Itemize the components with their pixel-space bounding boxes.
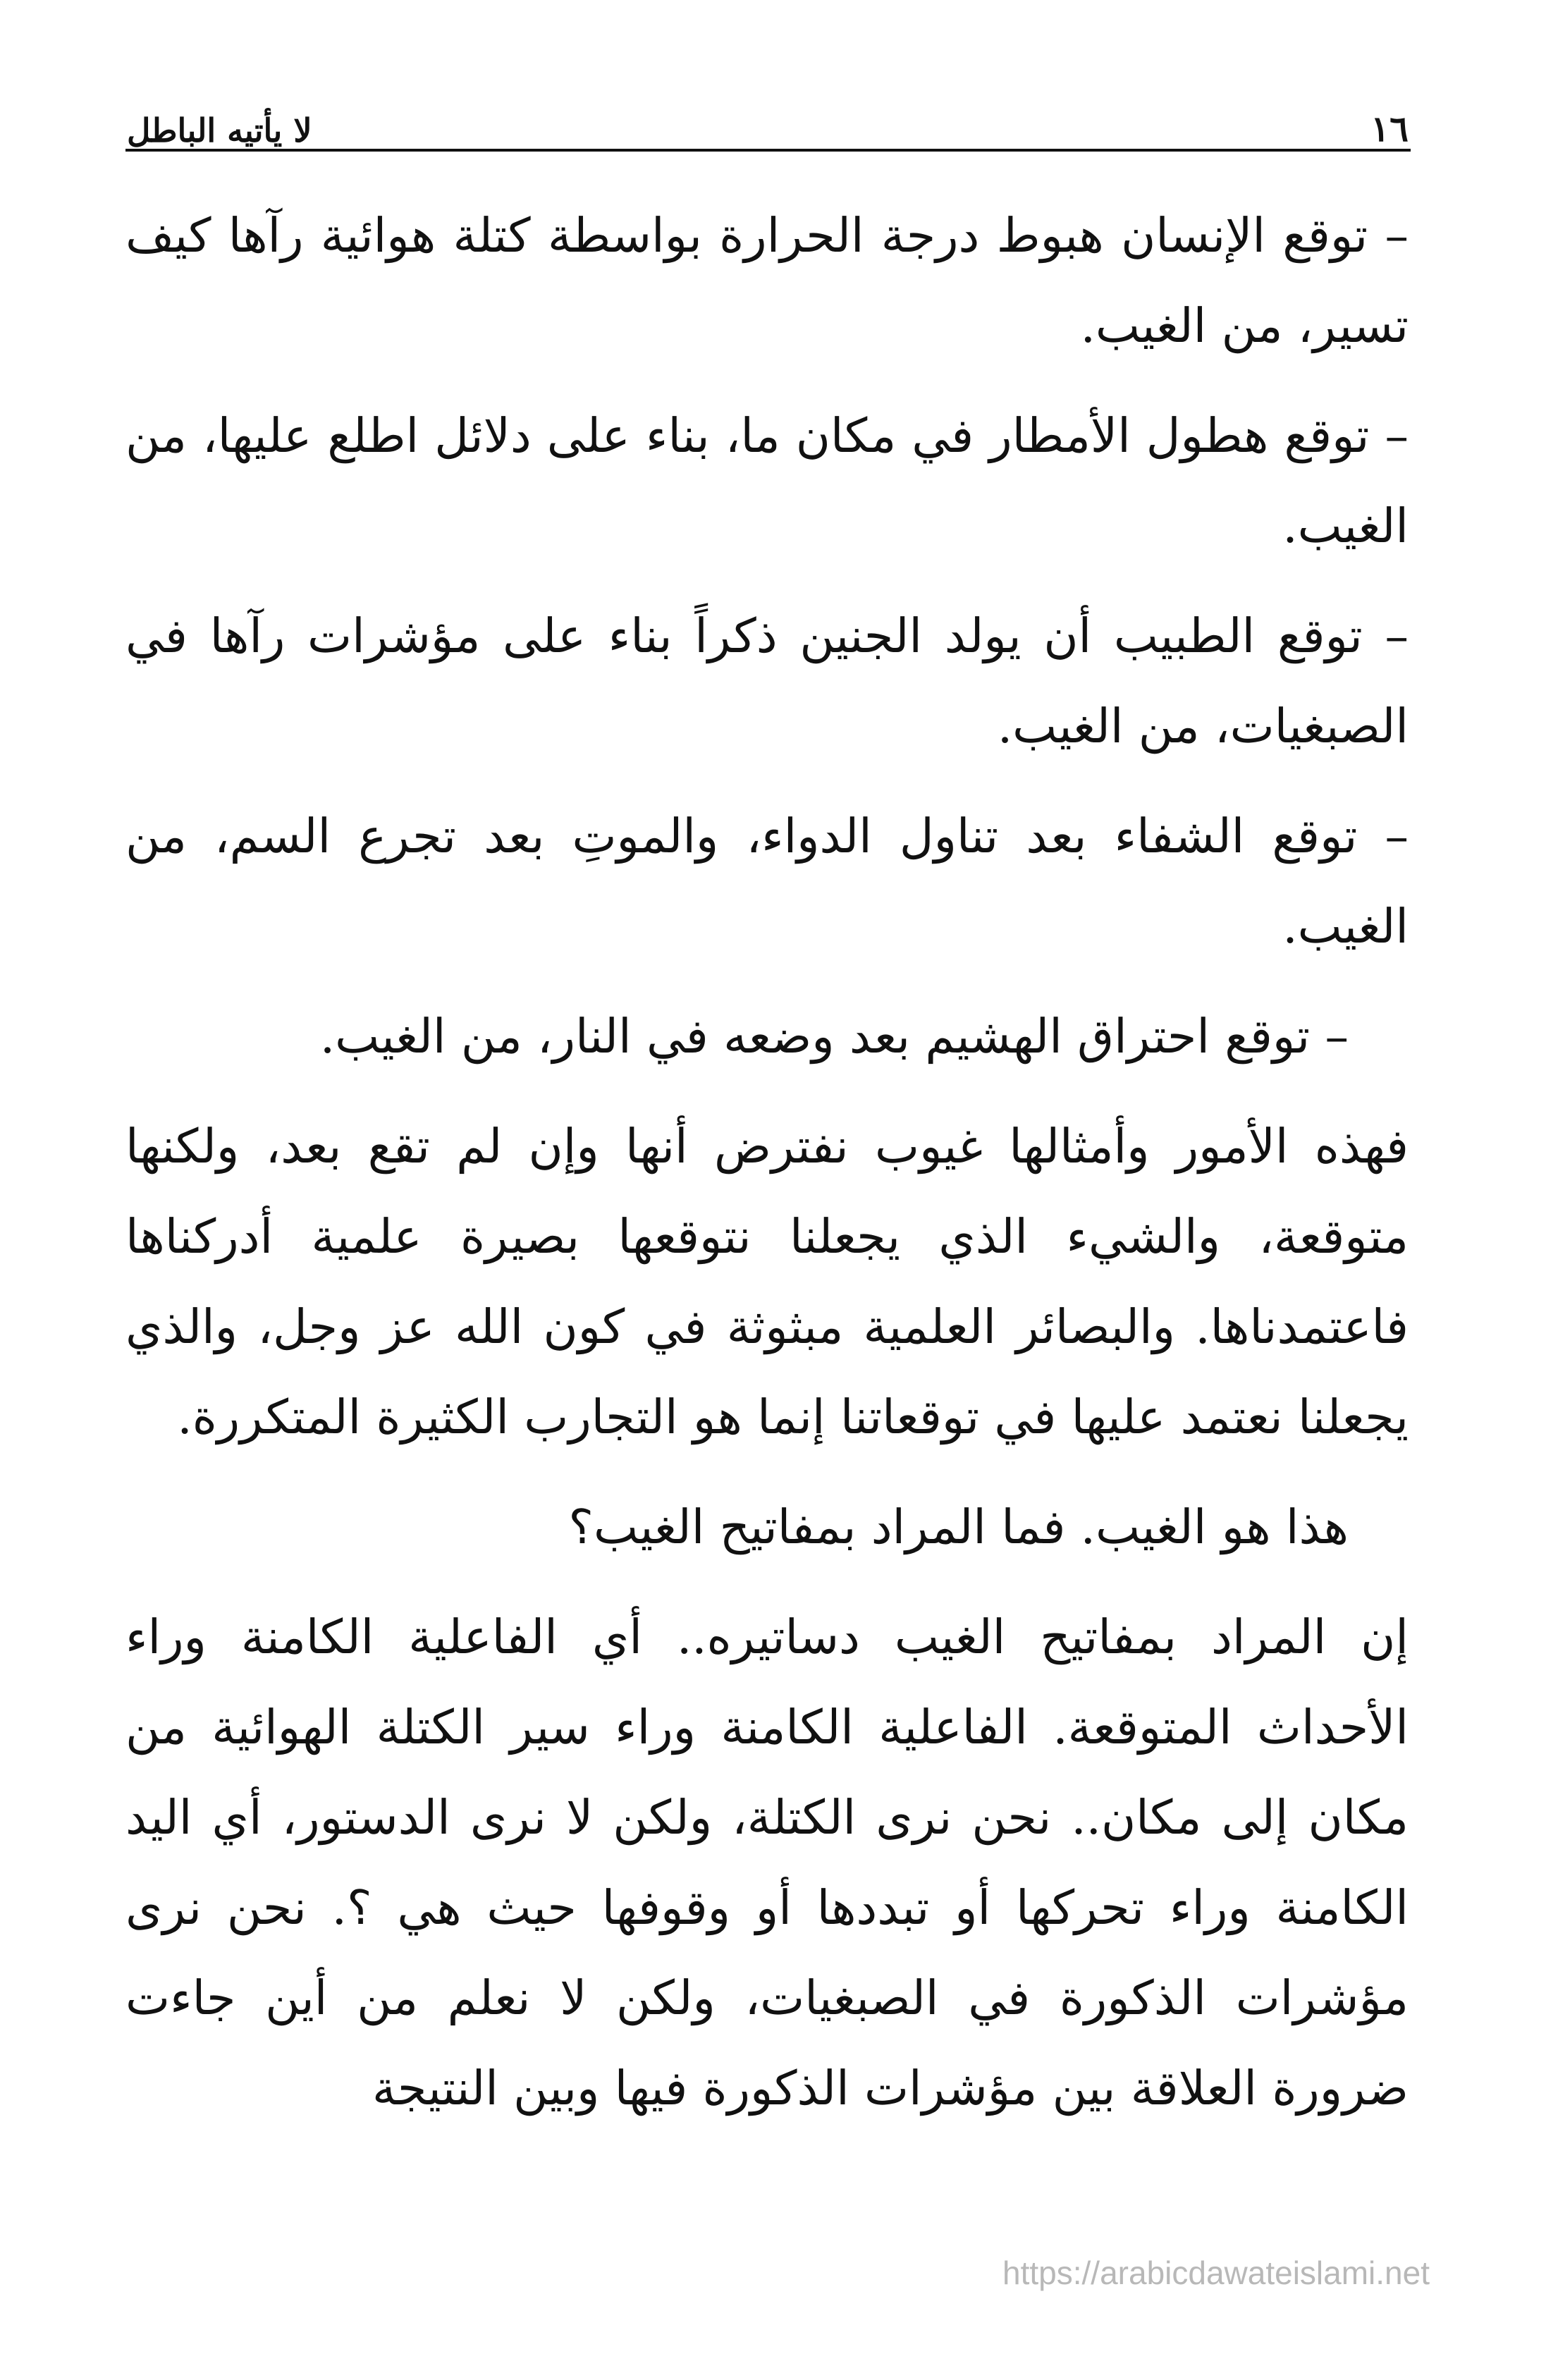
running-header	[127, 83, 1409, 147]
paragraph-bullet-1: – توقع الإنسان هبوط درجة الحرارة بواسطة كتلة هوائية رآها كيف تسير، من الغيب.	[125, 208, 1409, 353]
paragraph-keys-of-unseen: إن المراد بمفاتيح الغيب دساتيره.. أي الفاعلية الكامنة وراء الأحداث المتوقعة. الفاعلية الكامنة وراء سير الكتلة الهوائية من مكان إلى مكان.. نحن نرى الكتلة، ولكن لا نرى الدستور، أي اليد الكامنة وراء تحركها أو تبددها أو وقوفها حيث هي ؟. نحن نرى مؤشرات الذكورة في الصبغيات، ولكن لا نعلم من أين جاءت ضرورة العلاقة بين مؤشرات الذكورة فيها وبين النتيجة	[125, 1609, 1409, 2116]
paragraph-question: هذا هو الغيب. فما المراد بمفاتيح الغيب؟	[568, 1499, 1349, 1554]
page-number: ١٦	[1370, 108, 1409, 149]
header-rule	[125, 149, 1411, 152]
paragraph-bullet-3: – توقع الطبيب أن يولد الجنين ذكراً بناء على مؤشرات رآها في الصبغيات، من الغيب.	[125, 608, 1409, 754]
paragraph-bullet-5: – توقع احتراق الهشيم بعد وضعه في النار، من الغيب.	[319, 1009, 1349, 1064]
paragraph-expectations: فهذه الأمور وأمثالها غيوب نفترض أنها وإن لم تقع بعد، ولكنها متوقعة، والشيء الذي يجعلنا نتوقعها بصيرة علمية أدركناها فاعتمدناها. والبصائر العلمية مبثوثة في كون الله عز وجل، والذي يجعلنا نعتمد عليها في توقعاتنا إنما هو التجارب الكثيرة المتكررة.	[125, 1119, 1409, 1444]
paragraph-bullet-4: – توقع الشفاء بعد تناول الدواء، والموتِ بعد تجرع السم، من الغيب.	[125, 809, 1409, 954]
running-title: لا يأتيه الباطل	[127, 111, 312, 149]
watermark-url: https://arabicdawateislami.net	[1002, 2255, 1430, 2291]
paragraph-bullet-2: – توقع هطول الأمطار في مكان ما، بناء على دلائل اطلع عليها، من الغيب.	[125, 408, 1409, 553]
body-text	[125, 190, 1409, 2153]
